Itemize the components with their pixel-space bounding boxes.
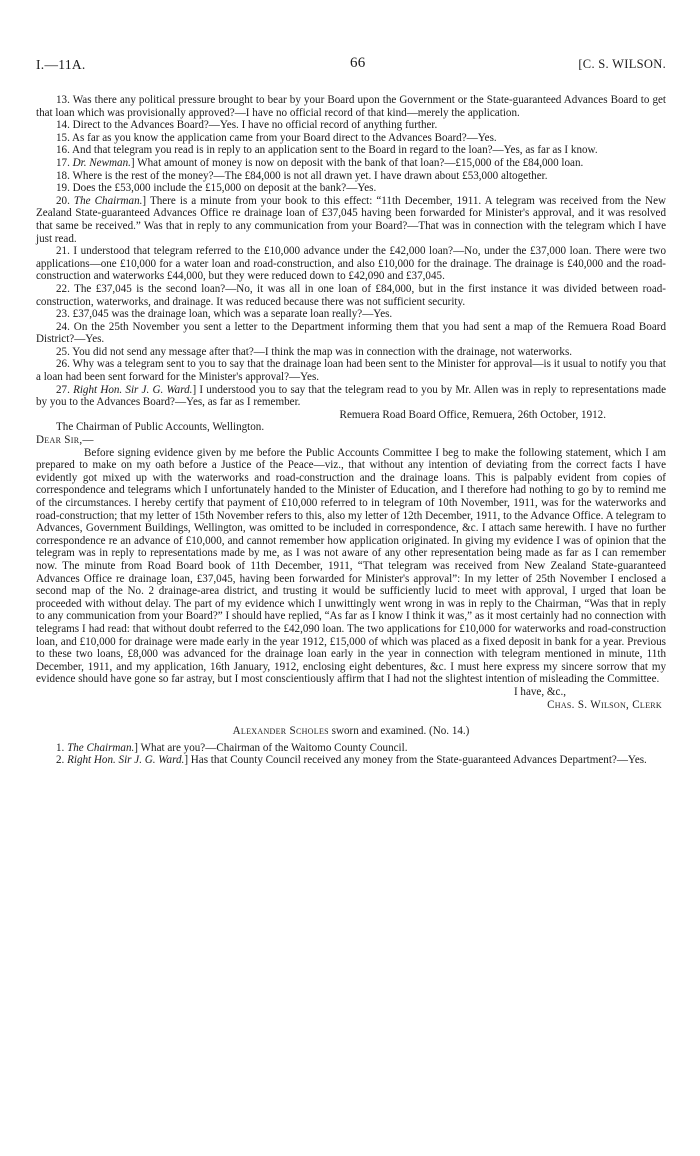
paragraph-text: ] What are you?—Chairman of the Waitomo County Council. [134,741,408,754]
signature-text: Chas. S. Wilson, Clerk [547,698,662,711]
speaker-name: Right Hon. Sir J. G. Ward. [67,754,185,767]
paragraph-text: 13. Was there any political pressure brought to bear by your Board upon the Government or the State-guaranteed Advances Board to get that loan which was provisionally approved?—I have no official record of that kind—merely the application. [36,94,666,119]
letter-salutation: Dear Sir,— [36,434,94,447]
question-paragraph [36,132,666,145]
paragraph-text: 17. [56,156,73,169]
paragraph-text: ] There is a minute from your book to this effect: “11th December, 1911. A telegram was received from the New Zealand State-guaranteed Advances Office re drainage loan of £37,045 having been forwarded for Minister's approval, and it was resolved that same be received.” Was that in reply to any communication from your Board?—That was in connection with the telegram which I have just read. [36,194,666,245]
question-paragraph [36,754,666,767]
question-paragraph [36,157,666,170]
question-paragraph [36,384,666,409]
witness-name: Alexander Scholes [232,725,329,738]
question-paragraph [36,321,666,346]
paper-reference: I.—11A. [36,57,86,72]
paragraph-text: 19. Does the £53,000 include the £15,000 on deposit at the bank?—Yes. [56,182,377,195]
question-paragraph [36,119,666,132]
paragraph-text: 23. £37,045 was the drainage loan, which was a separate loan really?—Yes. [56,308,393,321]
letter-place-date: Remuera Road Board Office, Remuera, 26th October, 1912. [339,408,606,421]
paragraph-text: ] What amount of money is now on deposit with the bank of that loan?—£15,000 of the £84,000 loan. [130,156,584,169]
paragraph-text: 24. On the 25th November you sent a letter to the Department informing them that you had sent a map of the Remuera Road Board District?—Yes. [36,320,666,346]
letter-body: Before signing evidence given by me before the Public Accounts Committee I beg to make the following statement, which I am prepared to make on my oath before a Justice of the Peace—viz., that without any intention of deviating from the correct facts I have evidently got mixed up with the waterworks and road-construction and the drainage loans. This is palpably evident from copies of correspondence and telegrams which I unfortunately handed to the Minister of Education, and I therefore had nothing to go by to remind me of the circumstances. I hereby certify that payment of £10,000 referred to in telegram of 10th November, 1911, was for the waterworks and road-construction; that my letter of 15th November refers to this, also my letter of 12th December, 1911, to the Advance Office. A telegram to Advances, Government Buildings, Wellington, was omitted to be included in correspondence, &c. I attach same herewith. I have no further correspondence re an advance of £10,000, and cannot remember how application originated. In giving my evidence I was of opinion that the telegram was in reply to representations made by me, as I was not aware of any other representation being made as far as I can remember now. The minute from Road Board book of 11th December, 1911, “That telegram was received from New Zealand State-guaranteed Advances Office re drainage loan, £37,045, having been forwarded for Minister's approval”: In my letter of 25th November I enclosed a second map of the No. 2 drainage-area district, and trusting it would be sufficiently lucid to meet with approval, I urged that loan be proceeded with without delay. The part of my evidence which I unwittingly went wrong in was in reply to the Chairman, “Was that in reply to any communication from your Board?” I should have replied, “As far as I know I think it was,” as it most certainly had no connection with telegrams I had read: that without doubt referred to the £42,090 loan. The two applications for £10,000 for waterworks and road-construction loan, and £10,000 for drainage were made early in the year 1912, £15,000 of which was placed as a fixed deposit in bank for a year. Previous to these two loans, £8,000 was advanced for the drainage loan early in the year in connection with telegram mentioned in minute, 11th December, 1911, and my application, 16th January, 1912, enclosing eight debentures, &c. I must here express my sincere sorrow that my evidence should have gone so far astray, but I most conscientiously affirm that I had not the slightest intention of misleading the Committee. [36,446,666,686]
question-paragraph [36,245,666,283]
paragraph-text: ] I understood you to say that the telegram read to you by Mr. Allen was in reply to representations made by you to the Advances Board?—Yes, as far as I remember. [36,383,666,409]
question-paragraph [36,742,666,755]
question-paragraph [36,308,666,321]
paragraph-text: 25. You did not send any message after that?—I think the map was in connection with the drainage, not waterworks. [56,345,573,358]
paragraph-text: 15. As far as you know the application came from your Board direct to the Advances Board?—Yes. [56,131,497,144]
witness-name-header: [C. S. WILSON. [578,57,666,71]
witness-heading-rest: sworn and examined. (No. 14.) [328,725,470,738]
question-paragraph [36,170,666,183]
question-paragraph [36,144,666,157]
question-paragraph [36,195,666,245]
question-paragraph [36,182,666,195]
speaker-name: The Chairman. [73,194,143,207]
page-header [36,57,666,77]
paragraph-text: 2. [56,754,68,767]
document-body [36,94,666,767]
paragraph-text: ] Has that County Council received any money from the State-guaranteed Advances Department?—Yes. [184,754,647,767]
speaker-name: The Chairman. [67,741,135,754]
question-paragraph [36,283,666,308]
letter-addressee: The Chairman of Public Accounts, Wellington. [56,421,265,434]
paragraph-text: 18. Where is the rest of the money?—The £84,000 is not all drawn yet. I have drawn about £53,000 altogether. [56,169,548,182]
paragraph-text: 26. Why was a telegram sent to you to say that the drainage loan had been sent to the Minister for approval—is it usual to notify you that a loan had been sent forward for the Minister's approval?—Yes. [36,358,666,384]
paragraph-text: 27. [56,383,74,396]
paragraph-text: 1. [56,741,68,754]
paragraph-text: 20. [56,194,74,207]
letter-signature [36,699,666,712]
paragraph-text: 16. And that telegram you read is in reply to an application sent to the Board in regard to the loan?—Yes, as far as I know. [56,144,598,157]
speaker-name: Right Hon. Sir J. G. Ward. [73,383,193,396]
question-paragraph [36,358,666,383]
letter-closing: I have, &c., [513,685,566,698]
questions-block [36,94,666,409]
paragraph-text: 21. I understood that telegram referred to the £10,000 advance under the £42,000 loan?—No, under the £37,000 loan. There were two applications—one £10,000 for a water loan and road-construction, and also £10,000 for the drainage. The drainage is £40,000 and the road-construction and waterworks £44,000, but they were reduced down to £42,090 and £37,045. [36,245,666,283]
speaker-name: Dr. Newman. [72,156,131,169]
questions-block-2 [36,742,666,767]
paragraph-text: 14. Direct to the Advances Board?—Yes. I have no official record of anything further. [56,119,438,132]
page-number: 66 [350,55,366,71]
question-paragraph [36,346,666,359]
witness-heading [36,725,666,738]
question-paragraph [36,94,666,119]
paragraph-text: 22. The £37,045 is the second loan?—No, it was all in one loan of £84,000, but in the first instance it was divided between road-construction, waterworks, and drainage. It was reduced because there was not sufficient security. [36,282,666,308]
